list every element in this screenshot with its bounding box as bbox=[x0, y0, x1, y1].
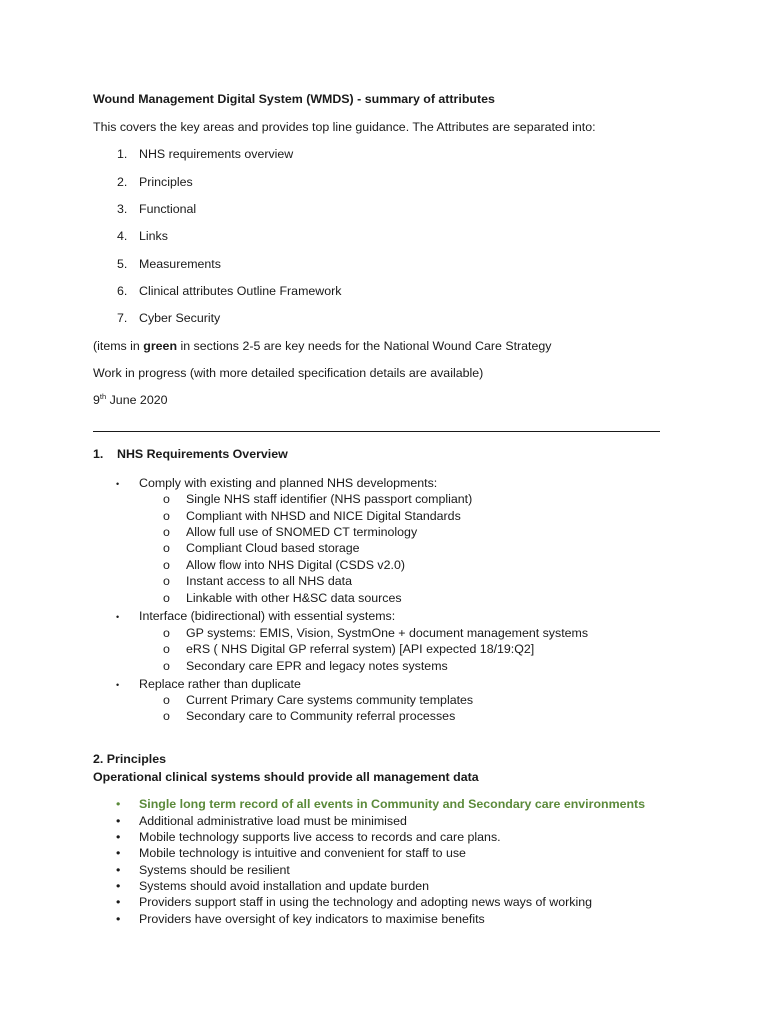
sub-bullet-icon: o bbox=[163, 509, 170, 523]
title-sub: summary of attributes bbox=[364, 92, 495, 106]
list-item: Secondary care EPR and legacy notes systems bbox=[186, 659, 448, 673]
highlight-item: Single long term record of all events in Community and Secondary care environments bbox=[139, 797, 646, 811]
horizontal-divider bbox=[93, 431, 660, 432]
bullet-icon: • bbox=[116, 863, 121, 877]
section1-number: 1. bbox=[93, 447, 104, 461]
list-item: Mobile technology is intuitive and convenient for staff to use bbox=[139, 846, 466, 860]
bullet-icon: • bbox=[116, 879, 121, 893]
list-item: Providers have oversight of key indicators to maximise benefits bbox=[139, 912, 485, 926]
sub-bullet-icon: o bbox=[163, 492, 170, 506]
green-note bbox=[93, 339, 551, 354]
bullet-icon: • bbox=[116, 846, 121, 860]
bullet-icon: • bbox=[116, 814, 121, 828]
list-item: Single NHS staff identifier (NHS passport compliant) bbox=[186, 492, 473, 506]
toc-number: 3. bbox=[117, 202, 128, 216]
intro-text: This covers the key areas and provides top line guidance. The Attributes are separated into: bbox=[93, 120, 596, 134]
list-item: GP systems: EMIS, Vision, SystmOne + document management systems bbox=[186, 626, 589, 640]
date-day: 9 bbox=[93, 393, 100, 407]
toc-item: NHS requirements overview bbox=[139, 147, 294, 161]
document-date bbox=[93, 393, 168, 408]
sub-bullet-icon: o bbox=[163, 541, 170, 555]
section1-title: NHS Requirements Overview bbox=[117, 447, 288, 461]
group-label: Replace rather than duplicate bbox=[139, 677, 301, 691]
sub-bullet-icon: o bbox=[163, 626, 170, 640]
toc-item: Principles bbox=[139, 175, 193, 189]
list-item: eRS ( NHS Digital GP referral system) [API expected 18/19:Q2] bbox=[186, 642, 535, 656]
note-green-word: green bbox=[143, 339, 178, 353]
list-item: Allow full use of SNOMED CT terminology bbox=[186, 525, 418, 539]
list-item: Systems should avoid installation and update burden bbox=[139, 879, 429, 893]
toc-number: 6. bbox=[117, 284, 128, 298]
list-item: Current Primary Care systems community templates bbox=[186, 693, 474, 707]
toc-number: 2. bbox=[117, 175, 128, 189]
toc-number: 7. bbox=[117, 311, 128, 325]
bullet-icon: • bbox=[116, 895, 121, 909]
list-item: Compliant with NHSD and NICE Digital Standards bbox=[186, 509, 461, 523]
title-main: Wound Management Digital System (WMDS) bbox=[93, 92, 354, 106]
list-item: Instant access to all NHS data bbox=[186, 574, 352, 588]
bullet-icon: • bbox=[116, 830, 121, 844]
list-item: Systems should be resilient bbox=[139, 863, 290, 877]
toc-number: 4. bbox=[117, 229, 128, 243]
sub-bullet-icon: o bbox=[163, 591, 170, 605]
list-item: Additional administrative load must be minimised bbox=[139, 814, 407, 828]
toc-item: Clinical attributes Outline Framework bbox=[139, 284, 342, 298]
work-in-progress-text: Work in progress (with more detailed specification details are available) bbox=[93, 366, 484, 380]
title-separator: - bbox=[357, 92, 362, 106]
bullet-icon: • bbox=[116, 912, 121, 926]
bullet-icon: • bbox=[116, 797, 121, 811]
list-item: Mobile technology supports live access to records and care plans. bbox=[139, 830, 501, 844]
sub-bullet-icon: o bbox=[163, 558, 170, 572]
date-rest: June 2020 bbox=[106, 393, 168, 407]
section2-subtitle: Operational clinical systems should provide all management data bbox=[93, 770, 479, 784]
list-item: Compliant Cloud based storage bbox=[186, 541, 360, 555]
toc-item: Functional bbox=[139, 202, 197, 216]
toc-item: Measurements bbox=[139, 257, 221, 271]
group-label: Interface (bidirectional) with essential systems: bbox=[139, 609, 396, 623]
toc-item: Cyber Security bbox=[139, 311, 221, 325]
document-title bbox=[93, 92, 495, 107]
note-suffix: in sections 2-5 are key needs for the National Wound Care Strategy bbox=[177, 339, 552, 353]
bullet-icon: • bbox=[116, 612, 120, 622]
list-item: Secondary care to Community referral processes bbox=[186, 709, 456, 723]
sub-bullet-icon: o bbox=[163, 574, 170, 588]
date-suffix: th bbox=[99, 391, 107, 401]
toc-number: 1. bbox=[117, 147, 128, 161]
list-item: Linkable with other H&SC data sources bbox=[186, 591, 402, 605]
list-item: Allow flow into NHS Digital (CSDS v2.0) bbox=[186, 558, 405, 572]
section2-title: 2. Principles bbox=[93, 752, 167, 766]
bullet-icon: • bbox=[116, 680, 120, 690]
toc-number: 5. bbox=[117, 257, 128, 271]
sub-bullet-icon: o bbox=[163, 659, 170, 673]
list-item: Providers support staff in using the technology and adopting news ways of working bbox=[139, 895, 592, 909]
group-label: Comply with existing and planned NHS developments: bbox=[139, 476, 438, 490]
toc-item: Links bbox=[139, 229, 168, 243]
note-prefix: (items in bbox=[93, 339, 144, 353]
sub-bullet-icon: o bbox=[163, 709, 170, 723]
sub-bullet-icon: o bbox=[163, 642, 170, 656]
sub-bullet-icon: o bbox=[163, 525, 170, 539]
bullet-icon: • bbox=[116, 479, 120, 489]
sub-bullet-icon: o bbox=[163, 693, 170, 707]
